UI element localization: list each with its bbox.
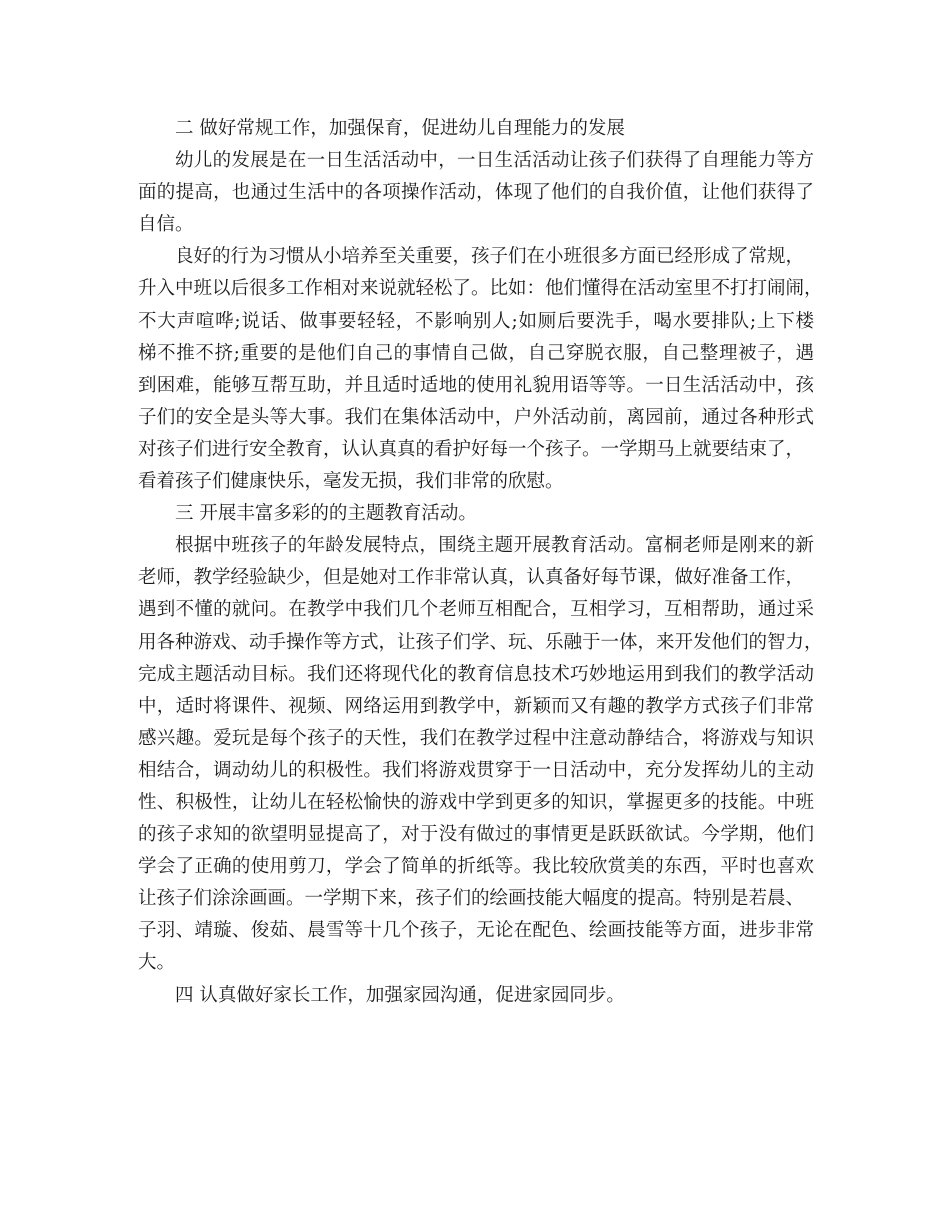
paragraph-line: 看着孩子们健康快乐，毫发无损，我们非常的欣慰。 (138, 471, 564, 493)
paragraph-line: 到困难，能够互帮互助，并且适时适地的使用礼貌用语等等。一日生活活动中，孩 (138, 374, 814, 396)
paragraph-line: 面的提高，也通过生活中的各项操作活动，体现了他们的自我价值，让他们获得了 (138, 182, 814, 204)
paragraph-line: 升入中班以后很多工作相对来说就轻松了。比如：他们懂得在活动室里不打打闹闹， (138, 278, 823, 300)
paragraph-line: 梯不推不挤;重要的是他们自己的事情自己做，自己穿脱衣服，自己整理被子，遇 (138, 342, 814, 364)
paragraph-line: 幼儿的发展是在一日生活活动中，一日生活活动让孩子们获得了自理能力等方 (175, 150, 814, 172)
paragraph-line: 不大声喧哗;说话、做事要轻轻，不影响别人;如厕后要洗手，喝水要排队;上下楼 (138, 310, 814, 332)
paragraph-line: 相结合，调动幼儿的积极性。我们将游戏贯穿于一日活动中，充分发挥幼儿的主动 (138, 759, 814, 781)
paragraph-line: 自信。 (138, 214, 194, 236)
section-heading-2: 二 做好常规工作，加强保育，促进幼儿自理能力的发展 (175, 118, 625, 139)
paragraph-line: 遇到不懂的就问。在教学中我们几个老师互相配合，互相学习，互相帮助，通过采 (138, 599, 814, 621)
paragraph-line: 学会了正确的使用剪刀，学会了简单的折纸等。我比较欣赏美的东西，平时也喜欢 (138, 856, 814, 878)
section-heading-4: 四 认真做好家长工作，加强家园沟通，促进家园同步。 (175, 984, 625, 1006)
paragraph-line: 子羽、靖璇、俊茹、晨雪等十几个孩子，无论在配色、绘画技能等方面，进步非常 (138, 920, 814, 942)
paragraph-line: 对孩子们进行安全教育，认认真真的看护好每一个孩子。一学期马上就要结束了， (138, 438, 805, 460)
paragraph-line: 良好的行为习惯从小培养至关重要，孩子们在小班很多方面已经形成了常规， (175, 246, 805, 268)
paragraph-line: 的孩子求知的欲望明显提高了，对于没有做过的事情更是跃跃欲试。今学期，他们 (138, 824, 814, 846)
paragraph-line: 让孩子们涂涂画画。一学期下来，孩子们的绘画技能大幅度的提高。特别是若晨、 (138, 888, 805, 910)
section-heading-3: 三 开展丰富多彩的的主题教育活动。 (175, 503, 477, 525)
paragraph-line: 子们的安全是头等大事。我们在集体活动中，户外活动前，离园前，通过各种形式 (138, 406, 814, 428)
paragraph-line: 完成主题活动目标。我们还将现代化的教育信息技术巧妙地运用到我们的教学活动 (138, 663, 814, 685)
paragraph-line: 根据中班孩子的年龄发展特点，围绕主题开展教育活动。富桐老师是刚来的新 (175, 535, 814, 557)
document-body (138, 113, 823, 1012)
paragraph-line: 性、积极性，让幼儿在轻松愉快的游戏中学到更多的知识，掌握更多的技能。中班 (138, 791, 814, 813)
paragraph-line: 用各种游戏、动手操作等方式，让孩子们学、玩、乐融于一体，来开发他们的智力， (138, 631, 823, 653)
paragraph-line: 老师，教学经验缺少，但是她对工作非常认真，认真备好每节课，做好准备工作， (138, 567, 805, 589)
paragraph-line: 大。 (138, 952, 176, 974)
paragraph-line: 中，适时将课件、视频、网络运用到教学中，新颖而又有趣的教学方式孩子们非常 (138, 695, 814, 717)
paragraph-line: 感兴趣。爱玩是每个孩子的天性，我们在教学过程中注意动静结合，将游戏与知识 (138, 727, 814, 749)
